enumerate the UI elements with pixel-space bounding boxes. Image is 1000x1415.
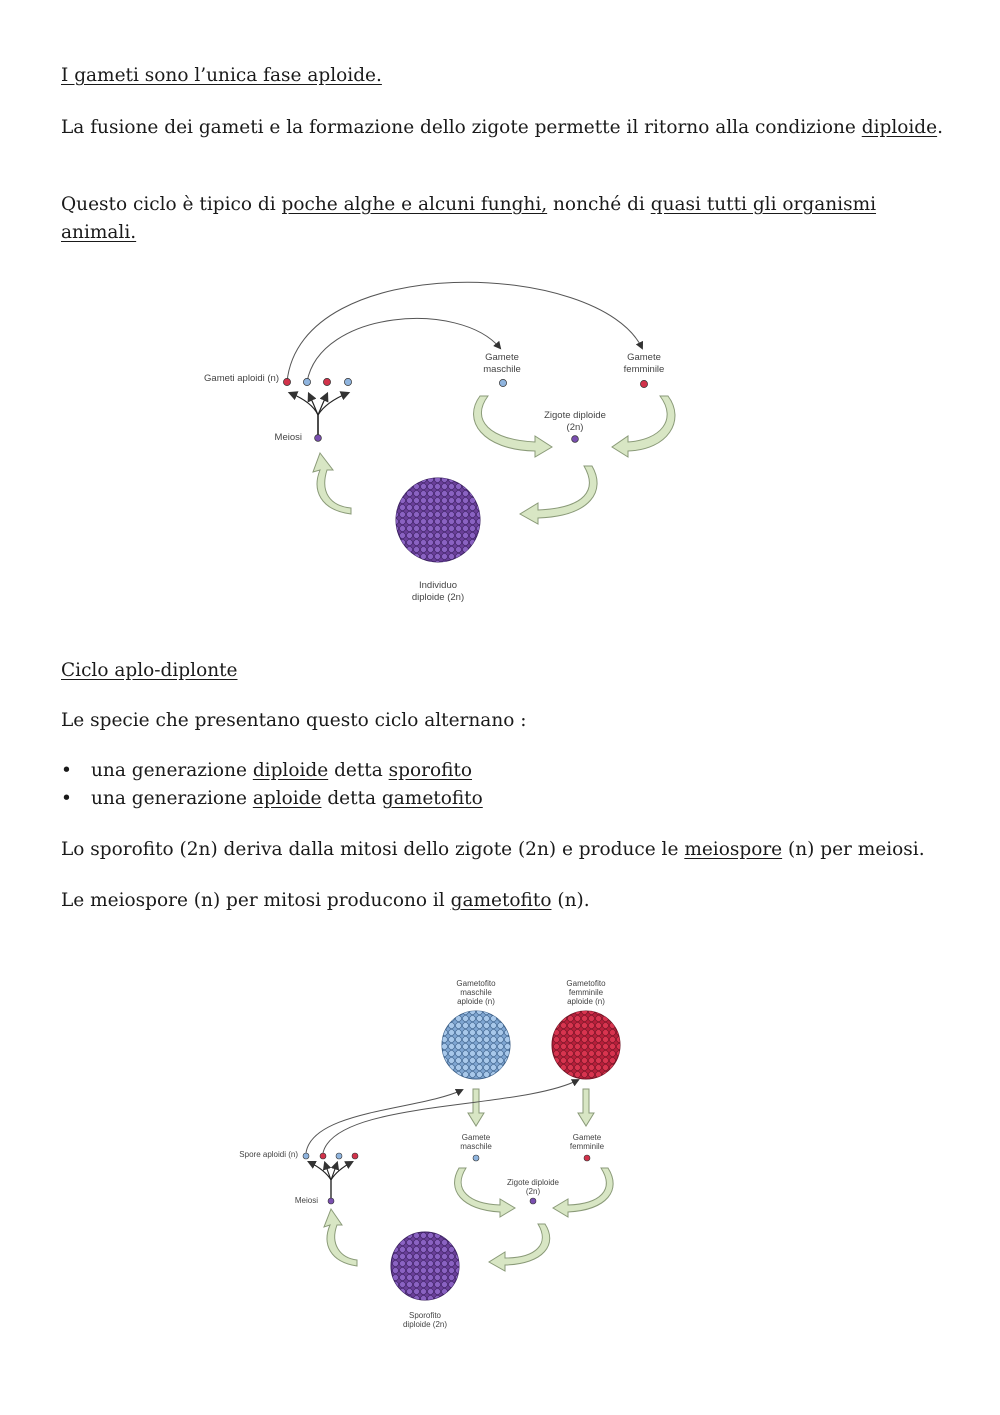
green-down-arrows (468, 1089, 594, 1126)
meiosis-cell-dot (328, 1198, 334, 1204)
spore-dot-blue (303, 1153, 309, 1159)
zygote-label-line2: (2n) (525, 1187, 541, 1196)
zygote-label-line1: Zigote diploide (506, 1178, 560, 1187)
spore-dot-red (352, 1153, 358, 1159)
individual-label-line1: Individuo (418, 580, 458, 591)
text-fragment: Le meiospore (n) per mitosi producono il (61, 890, 451, 911)
spore-dot-red (320, 1153, 326, 1159)
individual-label-line2: diploide (2n) (411, 592, 465, 603)
female-gamete-label-line2: femminile (623, 364, 665, 375)
text-fragment: detta (321, 788, 382, 809)
female-gametophyte-label-line2: femminile (568, 988, 604, 997)
male-gametophyte-label-line1: Gametofito (456, 979, 496, 988)
arc-to-male-gametophyte (306, 1090, 462, 1153)
spores-label: Spore aploidi (n) (239, 1150, 298, 1159)
male-gamete-label-line2: maschile (483, 364, 521, 375)
male-gamete-dot (473, 1155, 479, 1161)
underlined-term: diploide (252, 760, 329, 781)
female-gamete-dot (584, 1155, 590, 1161)
green-curved-arrows-2 (324, 1168, 613, 1271)
underlined-term-gametofito: gametofito (450, 890, 552, 911)
spore-dot-blue (336, 1153, 342, 1159)
arrow-female-gametophyte-down (578, 1089, 594, 1126)
arc-to-female-gametophyte (323, 1080, 578, 1153)
female-gametophyte-label-line3: aploide (n) (567, 997, 605, 1006)
paragraph-haploid-gametes: I gameti sono l’unica fase aploide. (61, 65, 382, 86)
female-gametophyte-cluster (552, 1011, 620, 1079)
paragraph-species-alternate: Le specie che presentano questo ciclo alternano : (61, 710, 527, 731)
female-gamete-label-line2: femminile (569, 1142, 605, 1151)
gametes-label: Gameti aploidi (n) (204, 373, 279, 384)
text-fragment: nonché di (547, 194, 651, 215)
underlined-term-diploide: diploide (861, 117, 938, 138)
zygote-dot (530, 1198, 536, 1204)
underlined-phrase-algae-fungi: poche alghe e alcuni funghi, (281, 194, 548, 215)
male-gametophyte-cluster (442, 1011, 510, 1079)
arrow-male-to-zygote (455, 1168, 515, 1217)
text-fragment: Questo ciclo è tipico di (61, 194, 282, 215)
underlined-phrase-animals: quasi tutti gli organismi animali. (61, 194, 877, 243)
female-gametophyte-label-line1: Gametofito (566, 979, 606, 988)
text-fragment: Lo sporofito (2n) deriva dalla mitosi dello zigote (2n) e produce le (61, 839, 685, 860)
female-gamete-label-line1: Gamete (627, 352, 661, 363)
meiosis-label: Meiosi (274, 432, 302, 443)
text-fragment: (n). (551, 890, 590, 911)
sporophyte-label-line1: Sporofito (408, 1311, 442, 1320)
male-gametophyte-label-line2: maschile (460, 988, 492, 997)
text-fragment: detta (328, 760, 389, 781)
zygote-label-line1: Zigote diploide (544, 410, 606, 421)
text-fragment: La fusione dei gameti e la formazione dello zigote permette il ritorno alla condizione (61, 117, 862, 138)
arrow-female-to-zygote (553, 1168, 613, 1217)
male-gamete-label-line1: Gamete (461, 1133, 491, 1142)
underlined-term: gametofito (381, 788, 483, 809)
female-gamete-label-line1: Gamete (572, 1133, 602, 1142)
underlined-term: sporofito (388, 760, 473, 781)
text-fragment: (n) per meiosi. (782, 839, 925, 860)
male-gamete-label-line2: maschile (460, 1142, 492, 1151)
male-gamete-label-line1: Gamete (485, 352, 519, 363)
text-fragment: . (937, 117, 943, 138)
arrow-male-gametophyte-down (468, 1089, 484, 1126)
male-gametophyte-label-line3: aploide (n) (457, 997, 495, 1006)
sporophyte-cluster (391, 1232, 459, 1300)
meiosis-fan-arrows-2 (309, 1162, 352, 1200)
arrow-zygote-to-sporophyte (489, 1224, 550, 1271)
text-fragment: una generazione (91, 760, 253, 781)
text-fragment: una generazione (91, 788, 253, 809)
zygote-label-line2: (2n) (566, 422, 584, 433)
arrow-sporophyte-to-meiosis (324, 1209, 357, 1266)
underlined-term-meiospore: meiospore (684, 839, 783, 860)
sporophyte-label-line2: diploide (2n) (402, 1320, 448, 1329)
underlined-term: aploide (252, 788, 322, 809)
meiosis-label: Meiosi (294, 1196, 318, 1205)
section-heading-aplo-diplonte: Ciclo aplo-diplonte (61, 660, 238, 681)
